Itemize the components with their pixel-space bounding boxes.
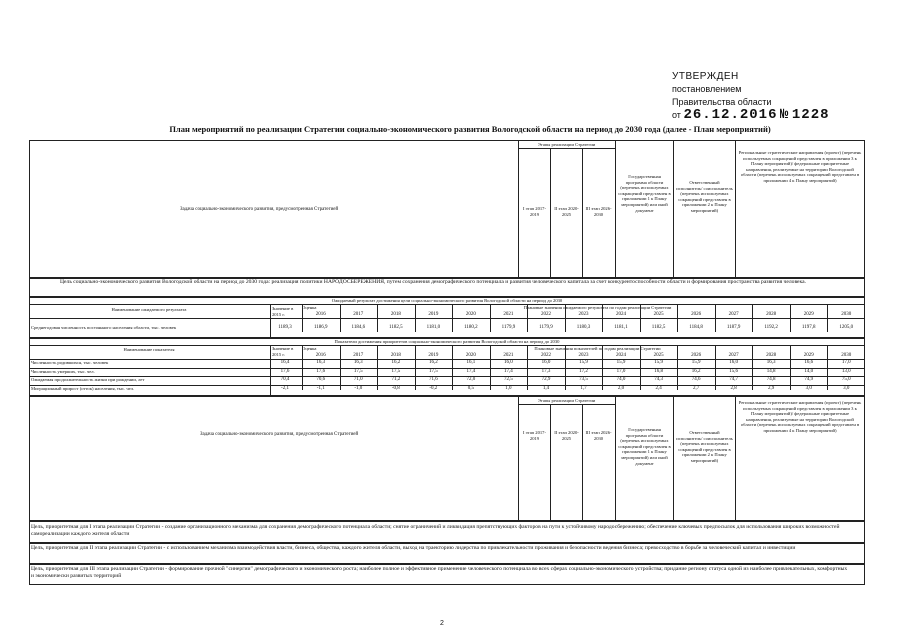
- indicator-base-value: 16,4: [280, 360, 290, 365]
- indicator-value-cell: 70,6: [316, 377, 326, 382]
- indicator-value-cell: 17,5: [353, 368, 363, 374]
- result-value-cell: 1182,5: [651, 325, 666, 330]
- result-value-cell: 1179,9: [501, 325, 516, 330]
- result-value-cell: 1192,2: [764, 325, 778, 330]
- header2-stage3: III этап 2026-2030: [585, 430, 612, 441]
- year-header-2025: 2025: [653, 353, 664, 358]
- approval-number: 1228: [791, 107, 830, 123]
- indicator-value-cell: -0,8: [391, 385, 400, 391]
- year-header-2030: 2030: [841, 353, 852, 358]
- year-header-2026: 2026: [691, 353, 702, 358]
- priority-stage2: Цель, приоритетная для II этапа реализации Стратегии - с использованием механизма взаимодействия власти, бизнеса, общества, каждого жителя области, выход на траекторию лидерства по привлекательности проживания и безопасности ведения бизнеса; превосходство в борьбе за человеческий капитал и инвестиции: [31, 545, 796, 551]
- result-row-label: Среднегодовая численность постоянного населения области, тыс. человек: [31, 325, 177, 330]
- priority-stage3: Цель, приоритетная для III этапа реализации Стратегии - формирование прочной "синергии" демографического и экономического роста; наиболее полное и эффективное применение человеческого потенциала во всех сферах социально-экономического устройства; придание региону статуса одной из наиболее привлекательных, комфортных и экономически развитых территорий: [31, 566, 848, 579]
- indicator-value-cell: 72,5: [504, 377, 513, 382]
- header2-executor: Ответственный исполнитель/ соисполнитель (перечень используемых сокращений представлен в приложении 2 к Плану мероприятий): [676, 430, 733, 463]
- result-value-cell: 1181,0: [426, 325, 441, 330]
- year-header-2023: 2023: [578, 312, 589, 317]
- header-executor: Ответственный исполнитель/ соисполнитель (перечень используемых сокращений представлен в приложении 2 к Плану мероприятий): [676, 180, 733, 213]
- header-program: Государственная программа области (перечень используемых сокращений представлен в приложении 1 к Плану мероприятий) или иной документ: [618, 174, 671, 213]
- approval-resolution: постановлением: [672, 84, 742, 94]
- indicator-value-cell: 15,9: [616, 360, 626, 365]
- indicator-value-cell: 17,5: [391, 368, 401, 374]
- indicator-base-value: 17,6: [280, 368, 290, 374]
- indicator-value-cell: 74,9: [804, 377, 814, 382]
- approval-date-line: [672, 109, 830, 122]
- indicator-value-cell: 16,3: [316, 360, 326, 365]
- year-header-2020: 2020: [465, 312, 476, 317]
- indicator-value-cell: 17,2: [579, 368, 588, 374]
- year-header-2029: 2029: [803, 312, 814, 317]
- indicator-value-cell: 15,9: [691, 360, 701, 365]
- indicator-value-cell: 74,7: [729, 377, 738, 382]
- approval-block: [672, 70, 830, 122]
- result-value-cell: 1184,8: [689, 325, 703, 330]
- indicator-value-cell: 2,4: [655, 385, 662, 391]
- year-header-2028: 2028: [766, 312, 777, 317]
- year-header-2029: 2029: [803, 353, 814, 358]
- indicator-value-cell: 1,4: [542, 385, 550, 391]
- indicator-value-cell: 2,9: [768, 385, 775, 391]
- indicator-value-cell: 71,0: [353, 377, 363, 382]
- header2-stage1: I этап 2017-2019: [522, 430, 547, 441]
- indicator-value-cell: 16,6: [804, 360, 814, 365]
- result-value-header: Значение в 2015 г.: [272, 306, 294, 317]
- indicator-row-label: Миграционный прирост (отток) населения, тыс. чел.: [31, 385, 135, 391]
- approval-government: Правительства области: [672, 97, 772, 107]
- year-header-2027: 2027: [728, 312, 739, 317]
- result-value-cell: 1197,8: [801, 325, 816, 330]
- indicator-caption: Показатели достижения приоритетов социально-экономического развития Вологодской области на период до 2030: [334, 339, 560, 344]
- indicator-value-cell: 13,0: [841, 368, 851, 374]
- indicator-value-cell: 17,6: [316, 368, 326, 374]
- header2-stages-title: Этапы реализации Стратегии: [537, 398, 596, 403]
- indicator-value-cell: 74,8: [766, 377, 776, 382]
- page-title: План мероприятий по реализации Стратегии социально-экономического развития Вологодской области на период до 2030 года (далее - План мероприятий): [169, 124, 771, 134]
- indicator-value-cell: 2,8: [730, 385, 737, 391]
- result-value-cell: 1182,5: [389, 325, 403, 330]
- indicator-value-cell: 15,9: [579, 360, 588, 365]
- indicator-value-cell: 2,7: [692, 385, 700, 391]
- header-stage3: III этап 2026-2030: [585, 206, 612, 217]
- indicator-value-cell: 74,6: [691, 377, 701, 382]
- indicator-row-label: Численность родившихся, тыс. человек: [31, 360, 109, 365]
- indicator-value-cell: 17,5: [428, 368, 438, 374]
- page-number: 2: [440, 620, 444, 627]
- approval-date-prefix: от: [672, 110, 681, 120]
- result-value-cell: 1180,2: [464, 325, 478, 330]
- result-value-cell: 1187,9: [726, 325, 741, 330]
- result-value-cell: 1205,0: [839, 325, 854, 330]
- indicator-value-cell: 17,0: [841, 360, 851, 365]
- year-header-2024: 2024: [616, 353, 627, 358]
- indicator-value-cell: 72,9: [541, 377, 551, 382]
- year-header-2021: 2021: [503, 353, 514, 358]
- result-value-cell: 1180,3: [576, 325, 591, 330]
- year-header-2017: 2017: [353, 353, 364, 358]
- indicator-row-label: Ожидаемая продолжительность жизни при рождении, лет: [31, 377, 145, 382]
- result-value-cell: 1181,1: [614, 325, 628, 330]
- approval-date: 26.12.2016: [683, 107, 778, 123]
- indicator-value-cell: -1,1: [316, 385, 325, 391]
- year-header-2030: 2030: [841, 312, 852, 317]
- indicator-value-cell: 15,9: [654, 360, 663, 365]
- indicator-row-label: Численность умерших, тыс. чел.: [31, 368, 95, 374]
- indicator-value-cell: 14,0: [804, 368, 814, 374]
- indicator-value-cell: 16,2: [391, 360, 401, 365]
- indicator-base-value: -2,1: [281, 385, 289, 391]
- indicator-value-cell: 16,8: [654, 368, 663, 374]
- indicator-value-cell: 17,3: [541, 368, 551, 374]
- indicator-plan-header: Плановые значения показателей по годам реализации Стратегии: [534, 346, 661, 351]
- indicator-value-cell: 71,6: [428, 377, 438, 382]
- year-header-2018: 2018: [390, 312, 401, 317]
- indicator-value-cell: 72,0: [466, 377, 476, 382]
- result-plan-header: Плановые значения ожидаемого результата по годам реализации Стратегии: [523, 305, 672, 310]
- result-name-header: Наименование ожидаемого результата: [111, 307, 187, 312]
- indicator-value-cell: 3,0: [805, 385, 812, 391]
- result-value-cell: 1184,6: [351, 325, 366, 330]
- indicator-base-value: 70,4: [280, 377, 290, 382]
- indicator-value-cell: 16,0: [541, 360, 551, 365]
- indicator-value-cell: 15,6: [729, 368, 738, 374]
- indicator-value-cell: 16,2: [691, 368, 701, 374]
- header-stage1: I этап 2017-2019: [522, 206, 547, 217]
- indicator-value-cell: 16,1: [466, 360, 476, 365]
- priority-stage1: Цель, приоритетная для I этапа реализации Стратегии - создание организационного механизма для сохранения демографического потенциала области; снятие ограничений и ликвидация препятствующих факторов на пути к устойчивому народосбережению; обеспечение ключевых предпосылок для использования широких возможностей самореализации каждого жителя области: [31, 524, 840, 537]
- indicator-value-cell: 3,0: [843, 385, 850, 391]
- year-header-2025: 2025: [653, 312, 664, 317]
- year-header-2026: 2026: [691, 312, 702, 317]
- indicator-value-cell: -0,2: [429, 385, 438, 391]
- indicator-value-cell: 74,0: [616, 377, 626, 382]
- indicator-value-cell: 16,0: [504, 360, 513, 365]
- header-regional: Региональные стратегические направления (проект) (перечень используемых сокращений представлен в приложении 3 к Плану мероприятий)/ федеральные приоритетные направления, реализуемые на территории Вологодской области (перечень используемых сокращений представлен в приложении 4 к Плану мероприятий): [738, 150, 862, 183]
- indicator-value-cell: 16,3: [766, 360, 776, 365]
- indicator-value-cell: 16,0: [729, 360, 738, 365]
- indicator-value-cell: 17,4: [504, 368, 513, 374]
- indicator-value-cell: 0,5: [467, 385, 475, 391]
- year-header-2027: 2027: [728, 353, 739, 358]
- indicator-value-cell: -1,0: [354, 385, 363, 391]
- indicator-value-cell: 17,0: [616, 368, 626, 374]
- year-header-2019: 2019: [428, 312, 439, 317]
- year-header-2018: 2018: [390, 353, 401, 358]
- indicator-value-cell: 17,4: [466, 368, 476, 374]
- year-header-2016: 2016: [315, 312, 326, 317]
- year-header-2017: 2017: [353, 312, 364, 317]
- header2-task: Задача социально-экономического развития, предусмотренная Стратегией: [200, 432, 359, 437]
- year-header-2024: 2024: [616, 312, 627, 317]
- indicator-value-cell: 14,8: [766, 368, 776, 374]
- year-header-2028: 2028: [766, 353, 777, 358]
- year-header-2019: 2019: [428, 353, 439, 358]
- result-value-cell: 1179,9: [539, 325, 553, 330]
- year-header-2021: 2021: [503, 312, 514, 317]
- header2-stage2: II этап 2020-2025: [554, 430, 579, 441]
- indicator-value-cell: 1,7: [580, 385, 587, 391]
- header2-regional: Региональные стратегические направления (проект) (перечень используемых сокращений представлен в приложении 3 к Плану мероприятий)/ федеральные приоритетные направления, реализуемые на территории Вологодской области (перечень используемых сокращений представлен в приложении 4 к Плану мероприятий): [738, 400, 862, 433]
- indicator-value-header: Значение в 2015 г.: [272, 346, 294, 357]
- approval-approved: УТВЕРЖДЕН: [672, 71, 739, 82]
- indicator-value-cell: 2,0: [617, 385, 625, 391]
- indicator-value-cell: 75,0: [841, 377, 851, 382]
- header-stages-title: Этапы реализации Стратегии: [537, 142, 596, 147]
- header-stage2: II этап 2020-2025: [554, 206, 579, 217]
- indicator-value-cell: 1,0: [505, 385, 512, 391]
- indicator-value-cell: 71,2: [391, 377, 401, 382]
- indicator-value-cell: 16,2: [428, 360, 438, 365]
- approval-number-sign: №: [779, 107, 790, 123]
- indicator-value-cell: 73,5: [579, 377, 588, 382]
- indicator-estimate-header: Оценка: [302, 346, 317, 351]
- result-estimate-header: Оценка: [302, 305, 317, 310]
- header2-program: Государственная программа области (перечень используемых сокращений представлен в приложении 1 к Плану мероприятий) или иной документ: [618, 427, 671, 466]
- indicator-value-cell: 74,3: [654, 377, 663, 382]
- indicator-name-header: Наименование показателя: [123, 347, 175, 352]
- result-base-value: 1189,3: [278, 325, 292, 330]
- goal-text: Цель социально-экономического развития Вологодской области на период до 2030 года: реализация политики НАРОДОСБЕРЕЖЕНИЯ, путем сохранения демографического потенциала и развития человеческого капитала за счет конкурентоспособности области и формирования пространства развития человека.: [60, 279, 807, 285]
- year-header-2023: 2023: [578, 353, 589, 358]
- year-header-2022: 2022: [540, 353, 551, 358]
- year-header-2022: 2022: [540, 312, 551, 317]
- result-value-cell: 1186,9: [313, 325, 328, 330]
- year-header-2016: 2016: [315, 353, 326, 358]
- year-header-2020: 2020: [465, 353, 476, 358]
- result-caption: Ожидаемый результат достижения цели социально-экономического развития Вологодской области на период до 2030: [331, 298, 563, 303]
- header-task: Задача социально-экономического развития, предусмотренная Стратегией: [180, 207, 339, 212]
- indicator-value-cell: 16,3: [353, 360, 363, 365]
